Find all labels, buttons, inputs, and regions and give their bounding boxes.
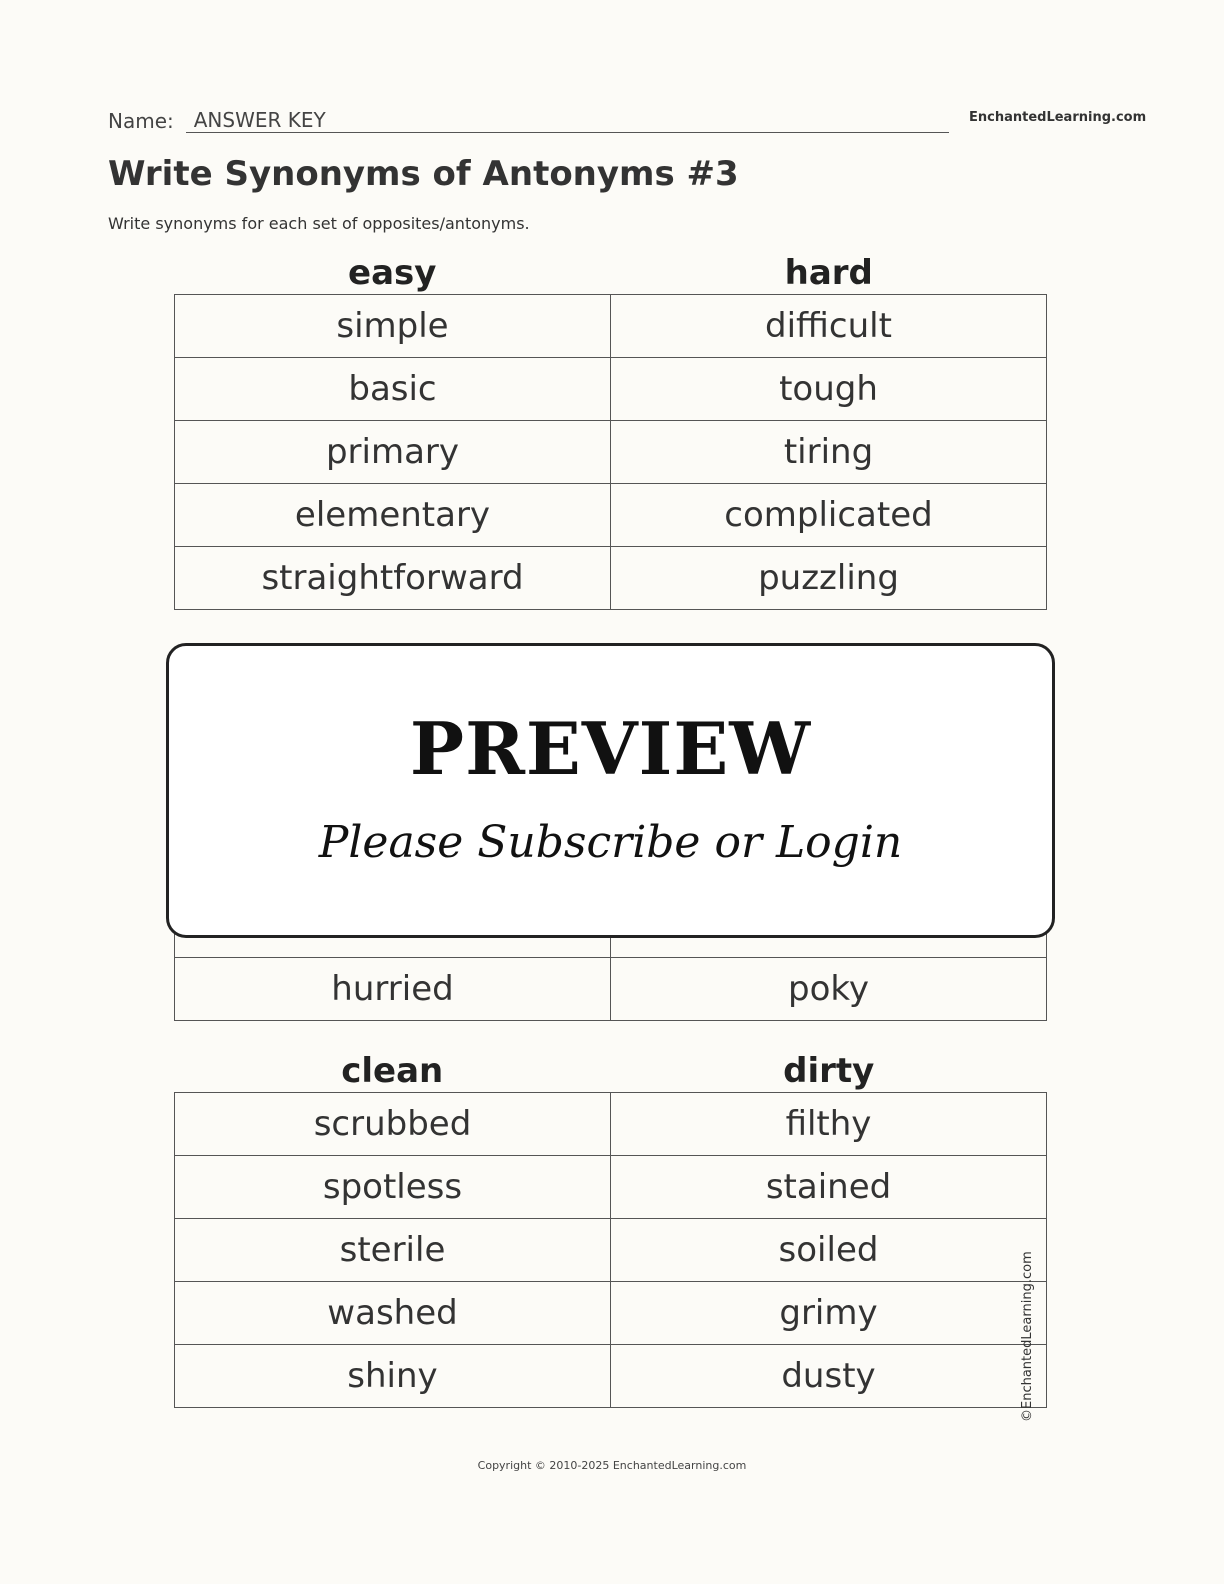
table-row	[175, 1281, 1046, 1344]
name-field: ANSWER KEY	[186, 108, 949, 133]
left-cell: hurried	[331, 969, 454, 1009]
right-cell: tough	[610, 358, 1046, 420]
left-cell: straightforward	[261, 558, 524, 598]
table-row	[175, 420, 1046, 483]
left-cell: shiny	[347, 1356, 438, 1396]
left-cell: simple	[336, 306, 449, 346]
vertical-credit: ©EnchantedLearning.com	[1020, 1251, 1035, 1422]
table-head	[174, 252, 1047, 294]
left-cell: primary	[325, 432, 460, 472]
right-cell: dusty	[610, 1345, 1046, 1407]
subscribe-login-link[interactable]: Please Subscribe or Login	[318, 817, 903, 868]
table-row	[175, 1218, 1046, 1281]
left-cell: spotless	[322, 1167, 463, 1207]
word-grid	[174, 1092, 1047, 1408]
left-cell: washed	[327, 1293, 458, 1333]
table-head	[174, 1050, 1047, 1092]
table-row	[175, 1155, 1046, 1218]
table-row	[175, 546, 1046, 609]
synonym-table-easy-hard	[174, 252, 1047, 610]
right-heading: dirty	[783, 1051, 875, 1091]
preview-heading: PREVIEW	[409, 706, 812, 791]
table-row	[175, 483, 1046, 546]
right-heading: hard	[784, 253, 873, 293]
left-heading: clean	[341, 1051, 444, 1091]
right-cell: puzzling	[610, 547, 1046, 609]
right-cell: stained	[610, 1156, 1046, 1218]
table-row	[175, 1344, 1046, 1407]
name-row	[108, 108, 949, 133]
left-cell: basic	[348, 369, 437, 409]
table-row	[175, 1093, 1046, 1155]
preview-overlay[interactable]	[166, 643, 1055, 938]
left-cell: scrubbed	[313, 1104, 472, 1144]
table-row	[175, 357, 1046, 420]
right-cell: tiring	[610, 421, 1046, 483]
instructions: Write synonyms for each set of opposites/antonyms.	[108, 214, 530, 233]
site-brand: EnchantedLearning.com	[969, 110, 1147, 125]
name-label: Name:	[108, 109, 174, 133]
left-cell: elementary	[294, 495, 491, 535]
right-cell: complicated	[610, 484, 1046, 546]
right-cell: difficult	[610, 295, 1046, 357]
left-heading: easy	[348, 253, 437, 293]
word-grid	[174, 294, 1047, 610]
copyright-footer: Copyright © 2010-2025 EnchantedLearning.com	[477, 1459, 747, 1472]
page-title: Write Synonyms of Antonyms #3	[108, 154, 739, 194]
right-cell: grimy	[610, 1282, 1046, 1344]
right-cell: filthy	[610, 1093, 1046, 1155]
table-row	[175, 295, 1046, 357]
synonym-table-clean-dirty	[174, 1050, 1047, 1408]
table-row	[175, 957, 1046, 1020]
right-cell: poky	[610, 958, 1046, 1020]
left-cell: sterile	[339, 1230, 446, 1270]
right-cell: soiled	[610, 1219, 1046, 1281]
